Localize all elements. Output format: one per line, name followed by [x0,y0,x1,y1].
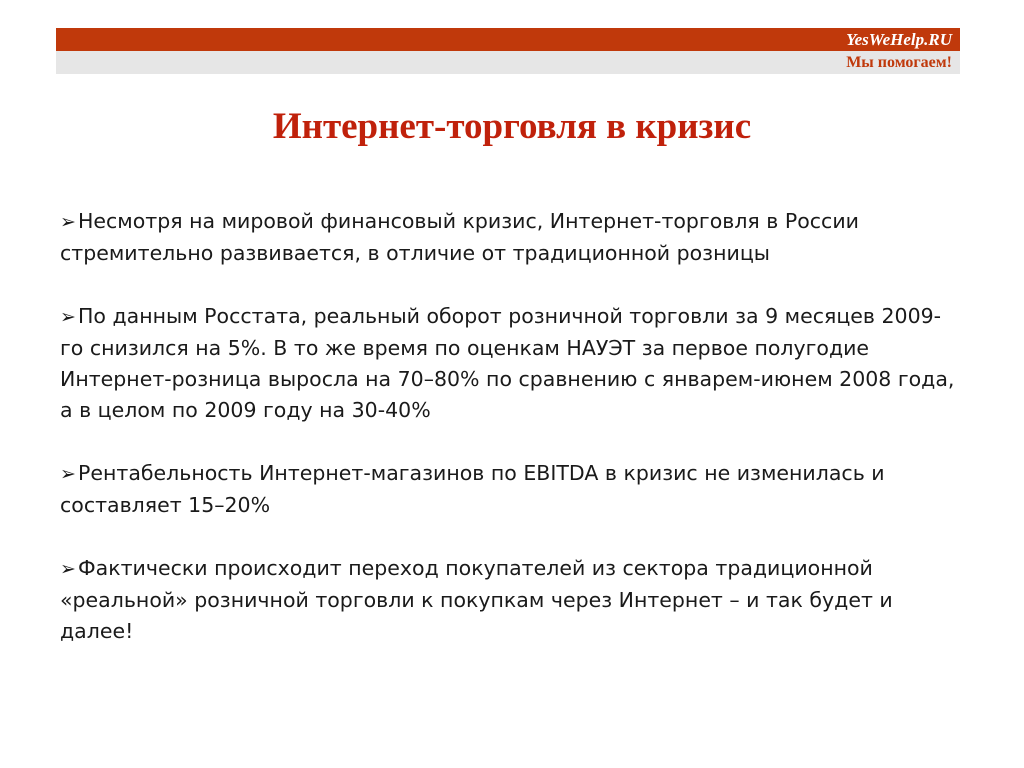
arrow-bullet-icon: ➢ [60,211,76,233]
bullet-text: Рентабельность Интернет-магазинов по EBITDA в кризис не изменилась и составляет 15–20% [60,461,885,517]
tagline-bar [56,51,960,74]
bullet-item [60,301,960,426]
slide-title: Интернет-торговля в кризис [272,106,752,147]
arrow-bullet-icon: ➢ [60,558,76,580]
bullet-text: Фактически происходит переход покупателей из сектора традиционной «реальной» розничной торговли к покупкам через Интернет – и так будет и далее! [60,556,893,643]
brand-name: YesWeHelp.RU [846,30,952,49]
bullet-list [60,206,960,679]
tagline: Мы помогаем! [846,54,952,71]
brand-bar [56,28,960,51]
bullet-item [60,458,960,521]
bullet-text: По данным Росстата, реальный оборот розничной торговли за 9 месяцев 2009-го снизился на 5%. В то же время по оценкам НАУЭТ за первое полугодие Интернет-розница выросла на 70–80% по сравнению с январем-июнем 2008 года, а в целом по 2009 году на 30-40% [60,304,955,422]
bullet-text: Несмотря на мировой финансовый кризис, Интернет-торговля в России стремительно развивается, в отличие от традиционной розницы [60,209,859,265]
arrow-bullet-icon: ➢ [60,463,76,485]
bullet-item [60,553,960,647]
arrow-bullet-icon: ➢ [60,306,76,328]
bullet-item [60,206,960,269]
